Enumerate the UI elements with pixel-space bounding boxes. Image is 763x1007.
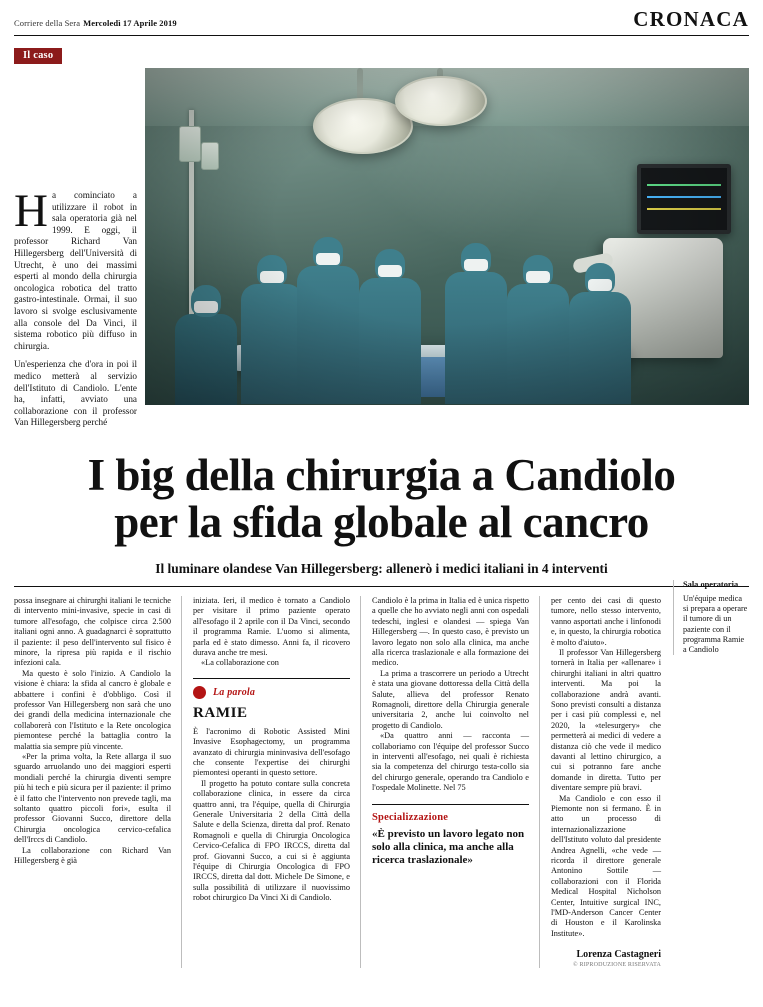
la-parola-paragraph: Il progetto ha potuto contare sulla concreta collaborazione clinica, in essere da circa quattro anni, tra l'équipe, quella di Chirurgia Generale Universitaria 2 della Città della Salute e della Scienza, diretta dal prof. Renato Romagnoli e quella di Chirurgia Oncologica Cervico-Cefalica di FPO IRCCS, diretta dal prof. Giovanni Succo, a cui si è aggiunta l'équipe di Chirurgia Oncologica di FPO IRCCS, diretta dal dott. Michele De Simone, e sulla possibilità di utilizzare il nuovissimo robot chirurgico Da Vinci Xi di Candiolo. bbox=[193, 778, 350, 903]
specializzazione-label: Specializzazione bbox=[372, 804, 529, 823]
intro-column bbox=[14, 68, 145, 436]
column-2-paragraph: iniziata. Ieri, il medico è tornato a Candiolo per visitare il primo paziente operato all'esofago il 2 aprile con il Da Vinci, secondo il programma Ramie. L'uomo si alimenta, parla ed è stato dimesso. Anni fa, il ricovero durava anche tre mesi. bbox=[193, 595, 350, 657]
rail-rule bbox=[673, 580, 749, 655]
column-4-paragraph: per cento dei casi di questo tumore, nello stesso intervento, vanno asportati anche i linfonodi e, in questo, la chirurgia robotica è molto d'aiuto». bbox=[551, 595, 661, 647]
pull-quote: «È previsto un lavoro legato non solo alla clinica, ma anche alla ricerca traslazionale» bbox=[372, 827, 525, 866]
caption-text: Un'équipe medica si prepara a operare il tumore di un paziente con il programma Ramie a Candiolo bbox=[683, 594, 748, 655]
caption-title: Sala operatoria bbox=[683, 580, 739, 589]
photo-wrap bbox=[145, 68, 749, 436]
masthead bbox=[14, 0, 749, 36]
top-section bbox=[14, 68, 749, 436]
operating-room-photo bbox=[145, 68, 749, 405]
byline: Lorenza Castagneri bbox=[576, 949, 661, 961]
body-columns bbox=[14, 596, 749, 968]
intro-p1-text: a cominciato a utilizzare il robot in sala operatoria già nel 1999. E oggi, il professor Richard Van Hillegersberg dell'Università di Utrecht, è uno dei massimi esperti al mondo della chirurgia oncologica robotica del tratto gastro-intestinale. Ormai, il suo lavoro si svolge esclusivamente alla console del Da Vinci, il sistema robotico più diffuso in chirurgia. bbox=[14, 190, 137, 351]
column-3-paragraph: La prima a trascorrere un periodo a Utrecht è stata una giovane dottoressa della Città della Salute, allieva del professor Renato Romagnoli, direttore della Chirurgia generale universitaria 2, anche lui coinvolto nel progetto di Candiolo. bbox=[372, 668, 529, 730]
publication-date: Mercoledì 17 Aprile 2019 bbox=[83, 18, 177, 28]
intro-paragraph-1 bbox=[14, 185, 137, 352]
copyright-notice: © RIPRODUZIONE RISERVATA bbox=[573, 962, 661, 969]
headline-line-2: per la sfida globale al cancro bbox=[114, 496, 649, 547]
column-2-paragraph: «La collaborazione con bbox=[201, 658, 279, 668]
column-1-paragraph: La collaborazione con Richard Van Hillegersberg è già bbox=[14, 845, 171, 866]
page-title bbox=[14, 449, 749, 547]
column-3 bbox=[372, 596, 540, 968]
column-1-paragraph: Ma questo è solo l'inizio. A Candiolo la visione è chiara: la sfida al cancro è globale e abbattere i confini è d'obbligo. Così il professor Van Hillegersberg non sarà che uno dei grandi della medicina internazionale che collaborerà con l'Istituto e la Rete oncologica piemontese perché la battaglia contro la malattia sia sempre più vincente. bbox=[14, 668, 171, 751]
section-title: CRONACA bbox=[633, 7, 749, 31]
column-1 bbox=[14, 596, 182, 968]
headline-line-1: I big della chirurgia a Candiolo bbox=[87, 449, 676, 500]
photo-caption-rail bbox=[673, 580, 749, 655]
column-2 bbox=[193, 596, 361, 968]
column-1-paragraph: possa insegnare ai chirurghi italiani le tecniche di intervento mini-invasive, specie in casi di tumore all'esofago, che colpisce circa 2.500 italiani ogni anno. A guadagnarci è soprattutto il paziente: il peso dell'intervento sul fisico è minore, la ripresa più rapida e il rischio infezioni cala. bbox=[14, 595, 171, 668]
photo-vignette bbox=[145, 68, 749, 405]
la-parola-paragraph: È l'acronimo di Robotic Assisted Mini Invasive Esophagectomy, un programma avanzato di chirurgia mininvasiva dell'esofago che consente l'expertise dei chirurghi piemontesi operanti in questo settore. bbox=[193, 726, 350, 778]
kicker-badge: Il caso bbox=[14, 48, 62, 64]
column-4-paragraph: Il professor Van Hillegersberg tornerà in Italia per «allenare» i chirurghi italiani in altri quattro interventi. Ma poi la collaborazione andrà avanti. Sono previsti consulti a distanza per i casi più complessi e, nel 2020, la «telesurgery» che permetterà ai medici di vedere a distanza ciò che vede il medico davanti al lettino chirurgico, a cui si potranno fare anche domande in diretta. Tutto per diventare sempre più bravi. bbox=[551, 647, 661, 793]
intro-text bbox=[14, 185, 137, 429]
column-4 bbox=[551, 596, 661, 968]
column-3-paragraph: Candiolo è la prima in Italia ed è unica rispetto a quelle che ho avviato negli anni con ospedali tedeschi, inglesi e olandesi — spiega Van Hillegersberg —. In questo caso, è previsto un lavoro legato non solo alla clinica, ma anche alla ricerca traslazionale e alla formazione dei medico. bbox=[372, 595, 529, 668]
red-dot-icon bbox=[193, 686, 206, 699]
la-parola-header bbox=[193, 678, 350, 699]
drop-cap: H bbox=[14, 185, 48, 237]
masthead-left bbox=[14, 18, 177, 28]
la-parola-label: La parola bbox=[213, 686, 256, 698]
intro-paragraph-2: Un'esperienza che d'ora in poi il medico metterà al servizio dell'Istituto di Candiolo. L'ente ha, infatti, avviato una collaborazione con il professor Van Hillegersberg perché bbox=[14, 359, 137, 428]
column-3-paragraph: «Da quattro anni — racconta — collaboriamo con l'équipe del professor Succo in interventi all'esofago, nei quali è richiesta sia la competenza del chirurgo testa-collo sia del chirurgo generale, operando tra Candiolo e l'ospedale Molinette. Nel 75 bbox=[372, 731, 529, 793]
paper-name: Corriere della Sera bbox=[14, 18, 81, 28]
subheadline: Il luminare olandese Van Hillegersberg: allenerò i medici italiani in 4 interventi bbox=[14, 561, 749, 587]
column-1-paragraph: «Per la prima volta, la Rete allarga il suo sguardo arruolando uno dei maggiori esperti mondiali perché la chirurgia diventi sempre più hi tech e più sicura per il paziente: il primo è il fatto che l'intervento non prevede tagli, ma soltanto quattro piccoli fori», esulta il professor Giovanni Succo, direttore della Chirurgia oncologica cervico-cefalica dell'Irccs di Candiolo. bbox=[14, 751, 171, 845]
column-4-paragraph: Ma Candiolo e con esso il Piemonte non si fermano. È in atto un processo di internazionalizzazione dell'Istituto voluto dal presidente Andrea Agnelli, «che vede — ricorda il direttore generale Antonino Sottile — collaborazioni con il Florida Medical Hospital Nicholson Center, Intuitive surgical INC, l'MD-Anderson Cancer Center di Houston e il Karolinska Institute». bbox=[551, 793, 661, 938]
kicker-row bbox=[14, 45, 749, 63]
la-parola-term: RAMIE bbox=[193, 704, 248, 721]
